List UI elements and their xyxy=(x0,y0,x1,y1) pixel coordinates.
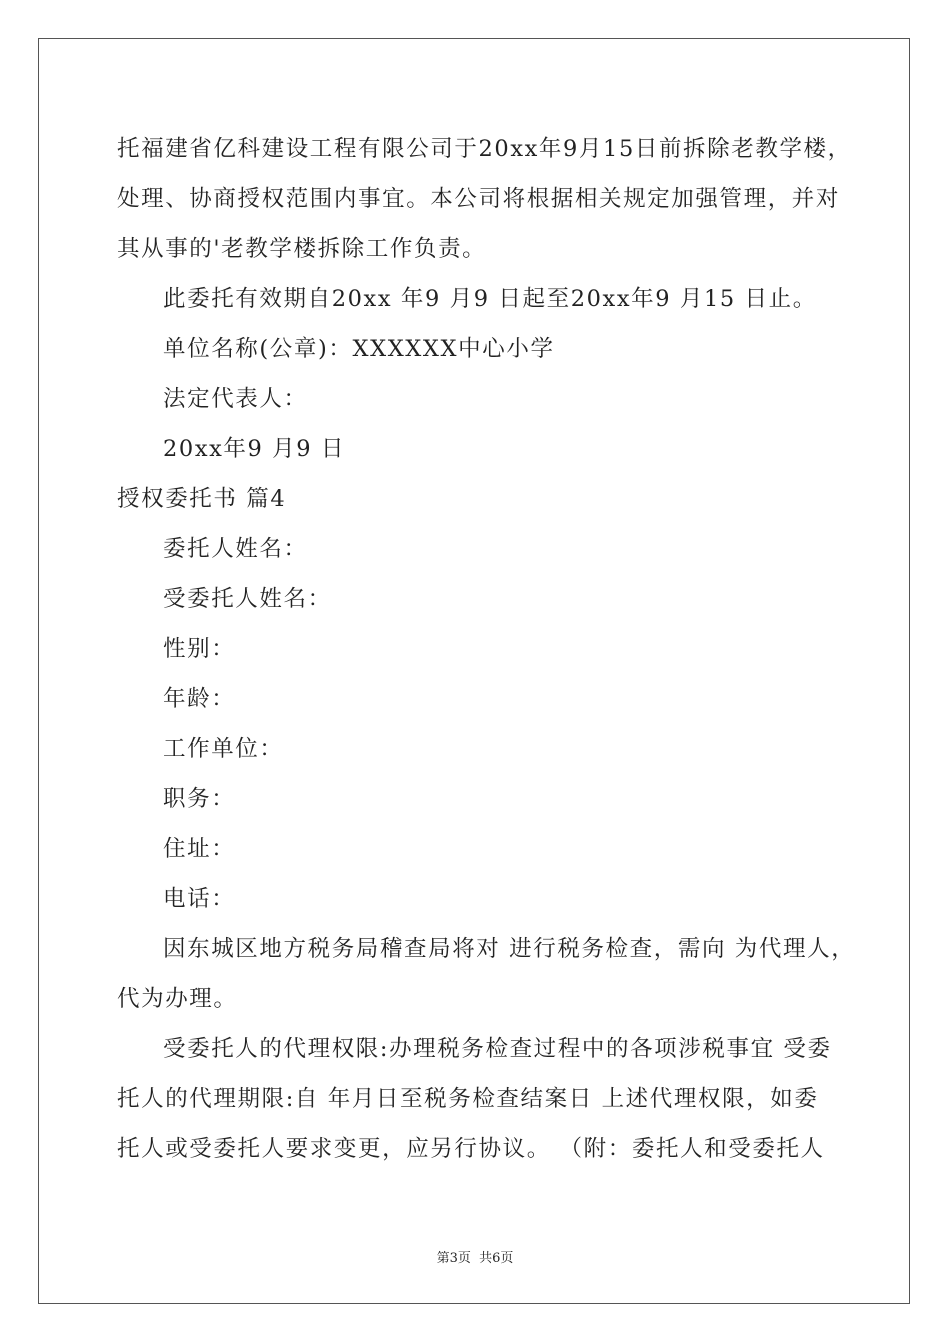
field-employer: 工作单位： xyxy=(163,736,284,762)
field-position: 职务： xyxy=(163,786,236,812)
validity-period: 此委托有效期自20xx 年9 月9 日起至20xx年9 月15 日止。 xyxy=(163,286,817,312)
body-line-1: 托福建省亿科建设工程有限公司于20xx年9月15日前拆除老教学楼， xyxy=(117,136,852,162)
field-agent-name: 受委托人姓名： xyxy=(163,586,332,612)
section-heading: 授权委托书 篇4 xyxy=(117,486,287,512)
body-paragraph-line: 托人的代理期限:自 年月日至税务检查结案日 上述代理权限，如委 xyxy=(117,1086,819,1112)
body-paragraph-line: 代为办理。 xyxy=(117,986,238,1012)
field-phone: 电话： xyxy=(163,886,236,912)
body-paragraph-line: 托人或受委托人要求变更，应另行协议。 （附：委托人和受委托人 xyxy=(117,1136,825,1162)
signing-date: 20xx年9 月9 日 xyxy=(163,436,346,462)
field-address: 住址： xyxy=(163,836,236,862)
body-line-2: 处理、协商授权范围内事宜。本公司将根据相关规定加强管理，并对 xyxy=(117,186,841,212)
field-principal-name: 委托人姓名： xyxy=(163,536,308,562)
body-paragraph-line: 受委托人的代理权限:办理税务检查过程中的各项涉税事宜 受委 xyxy=(163,1036,832,1062)
field-age: 年龄： xyxy=(163,686,236,712)
unit-name: 单位名称(公章)：XXXXXX中心小学 xyxy=(163,336,555,362)
page-number-footer: 第3页 共6页 xyxy=(436,1251,514,1266)
legal-representative: 法定代表人： xyxy=(163,386,308,412)
body-line-3: 其从事的'老教学楼拆除工作负责。 xyxy=(117,236,487,262)
body-paragraph-line: 因东城区地方税务局稽查局将对 进行税务检查，需向 为代理人， xyxy=(163,936,856,962)
field-gender: 性别： xyxy=(163,636,236,662)
page-border xyxy=(38,38,910,1304)
